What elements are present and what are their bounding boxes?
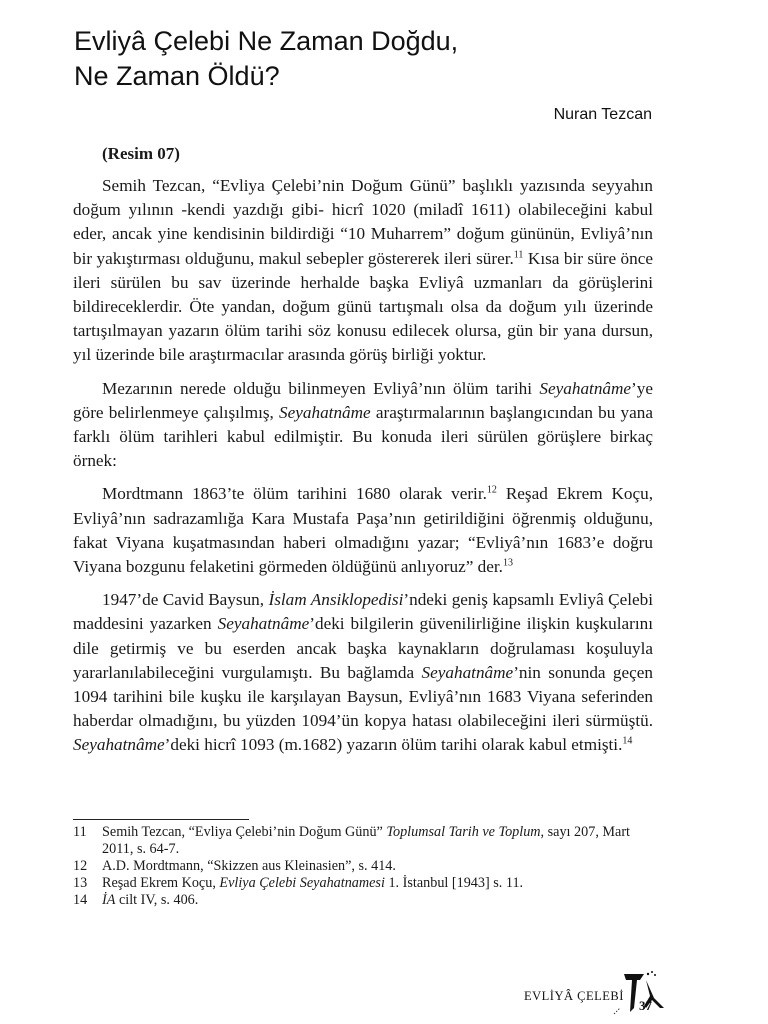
paragraph-2: Mezarının nerede olduğu bilinmeyen Evliyâ’nın ölüm tarihi Seyahatnâme’ye göre belirlenmeye çalışılmış, Seyahatnâme araştırmalarının başlangıcından bu yana farklı ölüm tarihleri kabul edilmiştir. Bu konuda ileri sürülen görüşlere birkaç örnek:	[73, 378, 653, 471]
footnote-ref-13[interactable]: 13	[502, 557, 513, 569]
article-title	[74, 24, 674, 94]
article-title-line-2: Ne Zaman Öldü?	[74, 61, 280, 91]
footnote-item	[73, 875, 663, 892]
paragraph-1: Semih Tezcan, “Evliya Çelebi’nin Doğum Günü” başlıklı yazısında seyyahın doğum yılının -kendi yazdığı gibi- hicrî 1020 (miladî 1611) olabileceğini kabul eder, ancak yine kendisinin bildirdiği “10 Muharrem” doğum gününün, Evliyâ’nın bir yakıştırması olduğunu, makul sebepler göstererek ileri sürer.$^{11}$ Kısa bir süre önce ileri sürülen bu sav üzerinde herhalde başka Evliyâ uzmanları da görüşlerini bildireceklerdir. Öte yandan, doğum günü tartışmalı olsa da doğum yılı üzerinde tartışılmayan yazarın ölüm tarihi söz konusu edilecek olursa, gün bir yana dursun, yıl üzerinde bile araştırmacılar arasında görüş birliği yoktur.	[73, 176, 653, 365]
body-text	[73, 174, 653, 767]
footnote-ref-12[interactable]: 12	[486, 484, 497, 496]
footnote-text: Semih Tezcan, “Evliya Çelebi’nin Doğum Günü” Toplumsal Tarih ve Toplum, sayı 207, Mart 2011, s. 64-7.	[102, 824, 630, 857]
footnote-number: 14	[73, 892, 88, 908]
author-name: Nuran Tezcan	[553, 106, 652, 123]
footnote-ref-14[interactable]: 14	[622, 735, 633, 747]
footnotes	[73, 824, 663, 909]
running-footer: EVLİYÂ ÇELEBİ	[524, 989, 624, 1003]
footnote-text: Reşad Ekrem Koçu, Evliya Çelebi Seyahatnamesi 1. İstanbul [1943] s. 11.	[102, 875, 524, 891]
footnote-text: İA cilt IV, s. 406.	[102, 892, 199, 908]
footnote-number: 11	[73, 824, 87, 840]
footnote-item	[73, 858, 663, 875]
paragraph-4: 1947’de Cavid Baysun, İslam Ansiklopedisi’ndeki geniş kapsamlı Evliyâ Çelebi maddesini yazarken Seyahatnâme’deki bilgilerin güvenilirliğine ilişkin kuşkularını dile getirmiş ve bu eserden ancak başka kaynakların doğrulaması koşuluyla yararlanılabileceğini vurgulamıştı. Bu bağlamda Seyahatnâme’nin sonunda geçen 1094 tarihini bile kuşku ile karşılayan Baysun, Evliyâ’nın 1683 Viyana seferinden haberdar olmadığını, bu yüzden 1094’ün kopya hatası olabileceğini ileri sürmüştü. Seyahatnâme’deki hicrî 1093 (m.1682) yazarın ölüm tarihi olarak kabul etmişti.$^{14}$	[73, 590, 654, 755]
article-title-line-1: Evliyâ Çelebi Ne Zaman Doğdu,	[74, 26, 459, 56]
footnote-item	[73, 824, 663, 858]
footnote-number: 13	[73, 875, 88, 891]
footnote-text: A.D. Mordtmann, “Skizzen aus Kleinasien”, s. 414.	[102, 858, 396, 874]
figure-reference: (Resim 07)	[102, 144, 180, 163]
footnote-item	[73, 892, 663, 909]
paragraph-3: Mordtmann 1863’te ölüm tarihini 1680 olarak verir.$^{12}$ Reşad Ekrem Koçu, Evliyâ’nın sadrazamlığa Kara Mustafa Paşa’nın getirildiğini öğrenmiş olduğunu, fakat Viyana kuşatmasından haberi olmadığını yazar; “Evliyâ’nın 1683’e doğru Viyana bozgunu felaketini görmeden öldüğünü anlıyoruz” der.$^{13}$	[73, 484, 654, 577]
page-number: 37	[639, 998, 652, 1013]
footnote-number: 12	[73, 858, 88, 874]
footnote-divider	[73, 819, 249, 820]
footnote-ref-11[interactable]: 11	[513, 248, 524, 260]
